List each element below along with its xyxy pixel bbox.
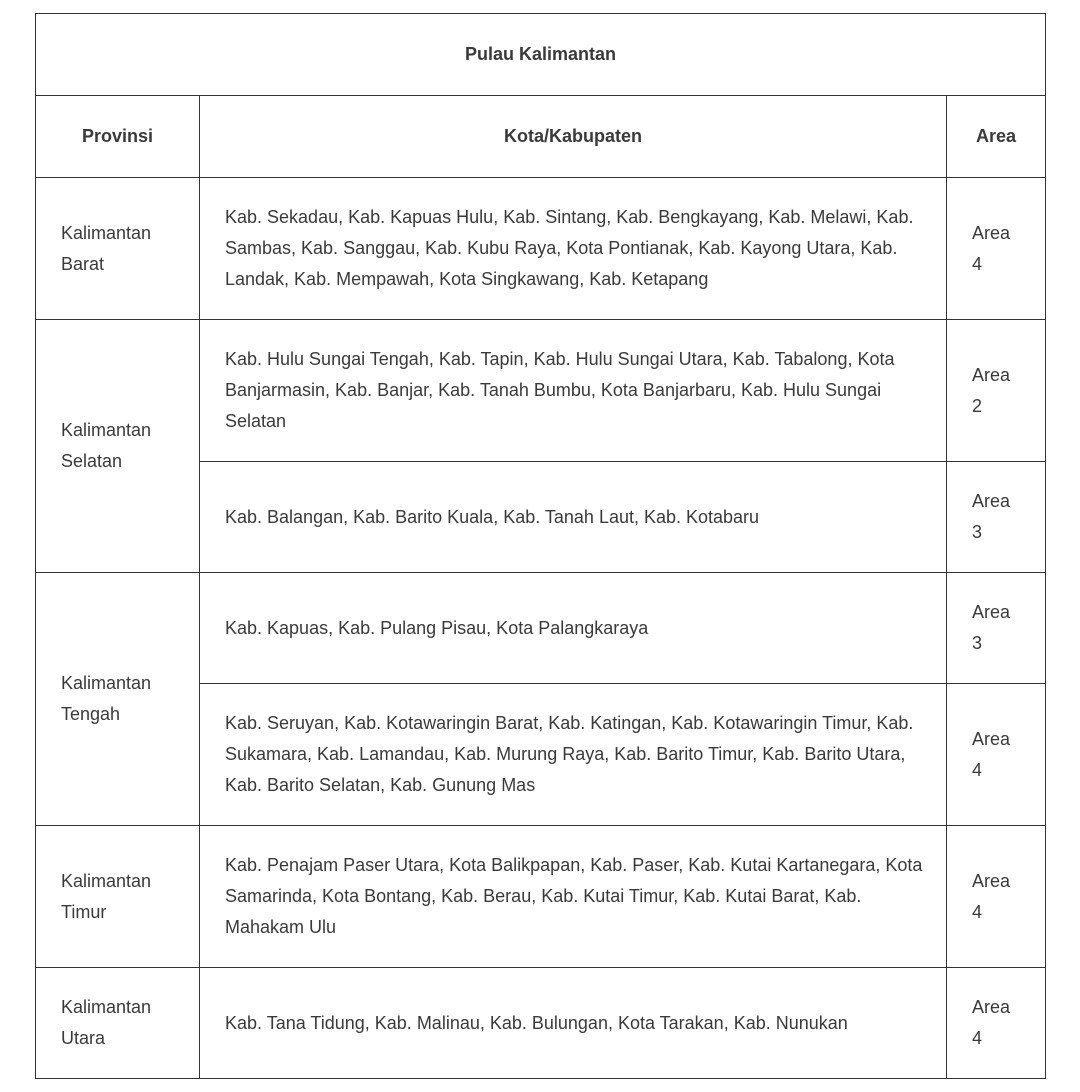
table-row xyxy=(36,826,1046,968)
area-label: Area xyxy=(972,602,1011,622)
area-number: 3 xyxy=(972,522,983,542)
area-label: Area xyxy=(972,728,1011,749)
table-row xyxy=(36,178,1046,320)
area-label: Area xyxy=(972,491,1011,511)
area-label: Area xyxy=(972,222,1011,243)
area-cell xyxy=(947,826,1046,968)
area-number: 4 xyxy=(972,1028,983,1048)
area-cell xyxy=(947,462,1046,573)
area-cell xyxy=(947,320,1046,462)
area-label: Area xyxy=(972,997,1011,1017)
provinsi-cell: Kalimantan Selatan xyxy=(36,320,200,573)
provinsi-cell: Kalimantan Barat xyxy=(36,178,200,320)
provinsi-cell: Kalimantan Tengah xyxy=(36,573,200,826)
area-label: Area xyxy=(972,364,1011,385)
kota-cell: Kab. Balangan, Kab. Barito Kuala, Kab. Tanah Laut, Kab. Kotabaru xyxy=(200,462,947,573)
table-title-row xyxy=(36,14,1046,96)
header-area: Area xyxy=(947,96,1046,178)
area-number: 4 xyxy=(972,759,983,780)
kota-cell: Kab. Tana Tidung, Kab. Malinau, Kab. Bulungan, Kota Tarakan, Kab. Nunukan xyxy=(200,968,947,1079)
kota-cell: Kab. Hulu Sungai Tengah, Kab. Tapin, Kab. Hulu Sungai Utara, Kab. Tabalong, Kota Banjarmasin, Kab. Banjar, Kab. Tanah Bumbu, Kota Banjarbaru, Kab. Hulu Sungai Selatan xyxy=(200,320,947,462)
area-number: 2 xyxy=(972,395,983,416)
table-row xyxy=(36,320,1046,462)
area-cell xyxy=(947,968,1046,1079)
area-number: 4 xyxy=(972,901,983,922)
kota-cell: Kab. Kapuas, Kab. Pulang Pisau, Kota Palangkaraya xyxy=(200,573,947,684)
area-table xyxy=(35,13,1046,1079)
header-kota-kabupaten: Kota/Kabupaten xyxy=(200,96,947,178)
area-number: 4 xyxy=(972,253,983,274)
header-provinsi: Provinsi xyxy=(36,96,200,178)
table-header-row xyxy=(36,96,1046,178)
area-number: 3 xyxy=(972,633,983,653)
area-cell xyxy=(947,178,1046,320)
kota-cell: Kab. Sekadau, Kab. Kapuas Hulu, Kab. Sintang, Kab. Bengkayang, Kab. Melawi, Kab. Sambas, Kab. Sanggau, Kab. Kubu Raya, Kota Pontianak, Kab. Kayong Utara, Kab. Landak, Kab. Mempawah, Kota Singkawang, Kab. Ketapang xyxy=(200,178,947,320)
provinsi-cell: Kalimantan Utara xyxy=(36,968,200,1079)
kota-cell: Kab. Penajam Paser Utara, Kota Balikpapan, Kab. Paser, Kab. Kutai Kartanegara, Kota Samarinda, Kota Bontang, Kab. Berau, Kab. Kutai Timur, Kab. Kutai Barat, Kab. Mahakam Ulu xyxy=(200,826,947,968)
kota-cell: Kab. Seruyan, Kab. Kotawaringin Barat, Kab. Katingan, Kab. Kotawaringin Timur, Kab. Sukamara, Kab. Lamandau, Kab. Murung Raya, Kab. Barito Timur, Kab. Barito Utara, Kab. Barito Selatan, Kab. Gunung Mas xyxy=(200,684,947,826)
table-title: Pulau Kalimantan xyxy=(36,14,1046,96)
area-label: Area xyxy=(972,870,1011,891)
table-row xyxy=(36,573,1046,684)
provinsi-cell: Kalimantan Timur xyxy=(36,826,200,968)
area-cell xyxy=(947,573,1046,684)
area-cell xyxy=(947,684,1046,826)
table-row xyxy=(36,968,1046,1079)
